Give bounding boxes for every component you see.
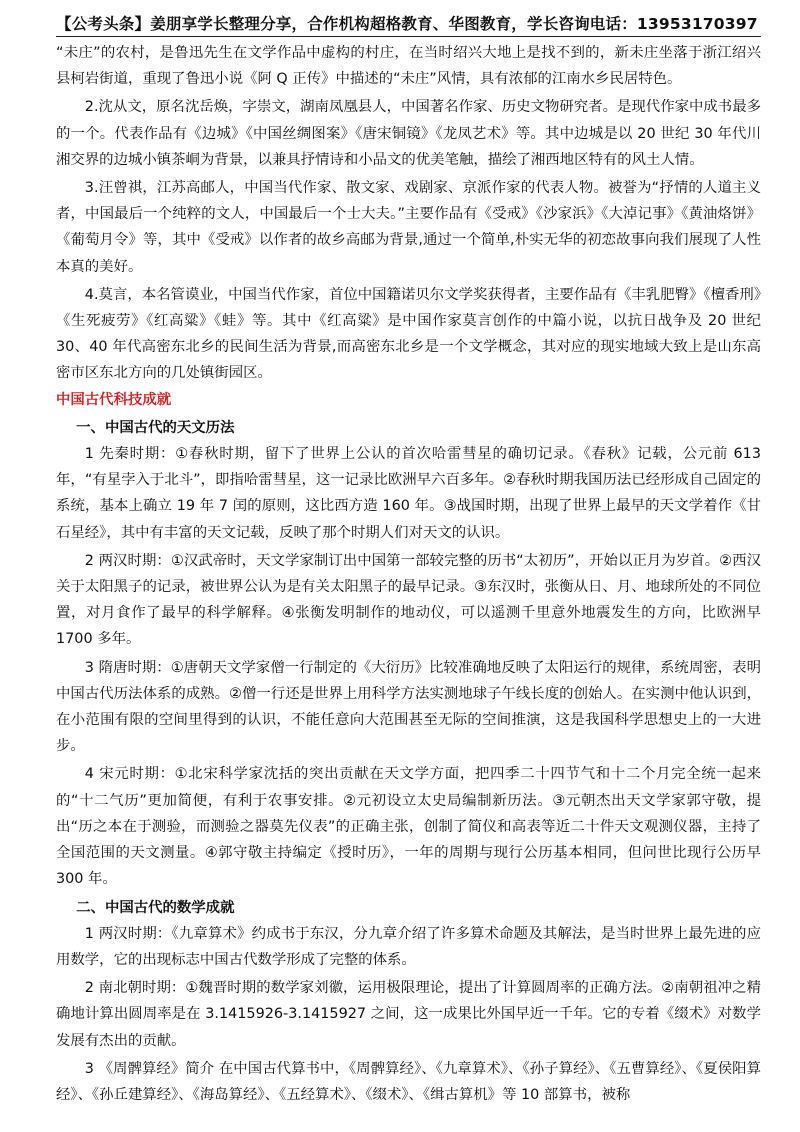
math-heading: 二、中国古代的数学成就 <box>76 899 235 916</box>
intro-paragraph-shen-congwen: 2.沈从文，原名沈岳焕，字崇文，湖南凤凰县人，中国著名作家、历史文物研究者。是现代作家中成书最多的一个。代表作品有《边城》《中国丝绸图案》《唐宋铜镜》《龙凤艺术》等。其中边城是以 20 世纪 30 年代川湘交界的边城小镇茶峒为背景，以兼具抒情诗和小品文的优美笔触，描绘了湘西地区特有的风土人情。 <box>56 99 761 168</box>
document-body <box>56 40 761 1108</box>
intro-paragraph-mo-yan: 4.莫言，本名管谟业，中国当代作家，首位中国籍诺贝尔文学奖获得者，主要作品有《丰乳肥臀》《檀香刑》《生死疲劳》《红高粱》《蛙》等。其中《红高粱》是中国作家莫言创作的中篇小说，以抗日战争及 20 世纪 30、40 年代高密东北乡的民间生活为背景,而高密东北乡是一个文学概念，其对应的现实地域大致上是山东高密市区东北方向的几处镇街园区。 <box>56 286 761 382</box>
astronomy-paragraph-han: 2 两汉时期：①汉武帝时，天文学家制订出中国第一部较完整的历书“太初历”，开始以正月为岁首。②西汉关于太阳黑子的记录，被世界公认为是有关太阳黑子的最早记录。③东汉时，张衡从日、月、地球所处的不同位置，对月食作了最早的科学解释。④张衡发明制作的地动仪，可以遥测千里意外地震发生的方向，比欧洲早 1700 多年。 <box>56 552 761 648</box>
intro-paragraph-0: “未庄”的农村，是鲁迅先生在文学作品中虚构的村庄，在当时绍兴大地上是找不到的，新未庄坐落于浙江绍兴县柯岩街道，重现了鲁迅小说《阿 Q 正传》中描述的“未庄”风情，具有浓郁的江南水乡民居特色。 <box>56 45 761 88</box>
astronomy-heading: 一、中国古代的天文历法 <box>76 419 235 436</box>
math-paragraph-han: 1 两汉时期：《九章算术》约成书于东汉，分九章介绍了许多算术命题及其解法，是当时世界上最先进的应用数学，它的出现标志中国古代数学形成了完整的体系。 <box>56 925 761 968</box>
astronomy-paragraph-sui-tang: 3 隋唐时期：①唐朝天文学家僧一行制定的《大衍历》比较准确地反映了太阳运行的规律，系统周密，表明中国古代历法体系的成熟。②僧一行还是世界上用科学方法实测地球子午线长度的创始人。在实测中他认识到，在小范围有限的空间里得到的认识，不能任意向大范围甚至无际的空间推演，这是我国科学思想史上的一大进步。 <box>56 659 761 755</box>
intro-paragraph-wang-zengqi: 3.汪曾祺，江苏高邮人，中国当代作家、散文家、戏剧家、京派作家的代表人物。被誉为“抒情的人道主义者，中国最后一个纯粹的文人，中国最后一个士大夫。”主要作品有《受戒》《沙家浜》《大淖记事》《黄油烙饼》《葡萄月令》等，其中《受戒》以作者的故乡高邮为背景,通过一个简单,朴实无华的初恋故事向我们展现了人性本真的美好。 <box>56 180 761 275</box>
astronomy-paragraph-song-yuan: 4 宋元时期：①北宋科学家沈括的突出贡献在天文学方面，把四季二十四节气和十二个月完全统一起来的“十二气历”更加简便，有利于农事安排。②元初设立太史局编制新历法。③元朝杰出天文学家郭守敬，提出“历之本在于测验，而测验之器莫先仪表”的正确主张，创制了简仪和高表等近二十件天文观测仪器，主持了全国范围的天文测量。④郭守敬主持编定《授时历》，一年的周期与现行公历基本相同，但问世比现行公历早 300 年。 <box>56 766 761 888</box>
header-divider <box>56 36 761 37</box>
section-title: 中国古代科技成就 <box>56 391 172 408</box>
math-paragraph-zhoubi: 3 《周髀算经》简介 在中国古代算书中，《周髀算经》、《九章算术》、《孙子算经》、《五曹算经》、《夏侯阳算经》、《孙丘建算经》、《海岛算经》、《五经算术》、《缀术》、《缉古算机》等 10 部算书，被称 <box>56 1060 761 1103</box>
math-paragraph-north-south: 2 南北朝时期：①魏晋时期的数学家刘徽，运用极限理论，提出了计算圆周率的正确方法。②南朝祖冲之精确地计算出圆周率是在 3.1415926-3.1415927 之间，这一成果比外国早近一千年。它的专着《缀术》对数学发展有杰出的贡献。 <box>56 980 761 1049</box>
astronomy-paragraph-pre-qin: 1 先秦时期：①春秋时期，留下了世界上公认的首次哈雷彗星的确切记录。《春秋》记载，公元前 613 年，“有星孛入于北斗”，即指哈雷彗星，这一记录比欧洲早六百多年。②春秋时期我国历法已经形成自己固定的系统，基本上确立 19 年 7 闰的原则，这比西方造 160 年。③战国时期，出现了世界上最早的天文学着作《甘石星经》，其中有丰富的天文记载，反映了那个时期人们对天文的认识。 <box>56 446 761 541</box>
page-header: 【公考头条】姜朋享学长整理分享，合作机构超格教育、华图教育，学长咨询电话：13953170397 <box>56 15 758 33</box>
